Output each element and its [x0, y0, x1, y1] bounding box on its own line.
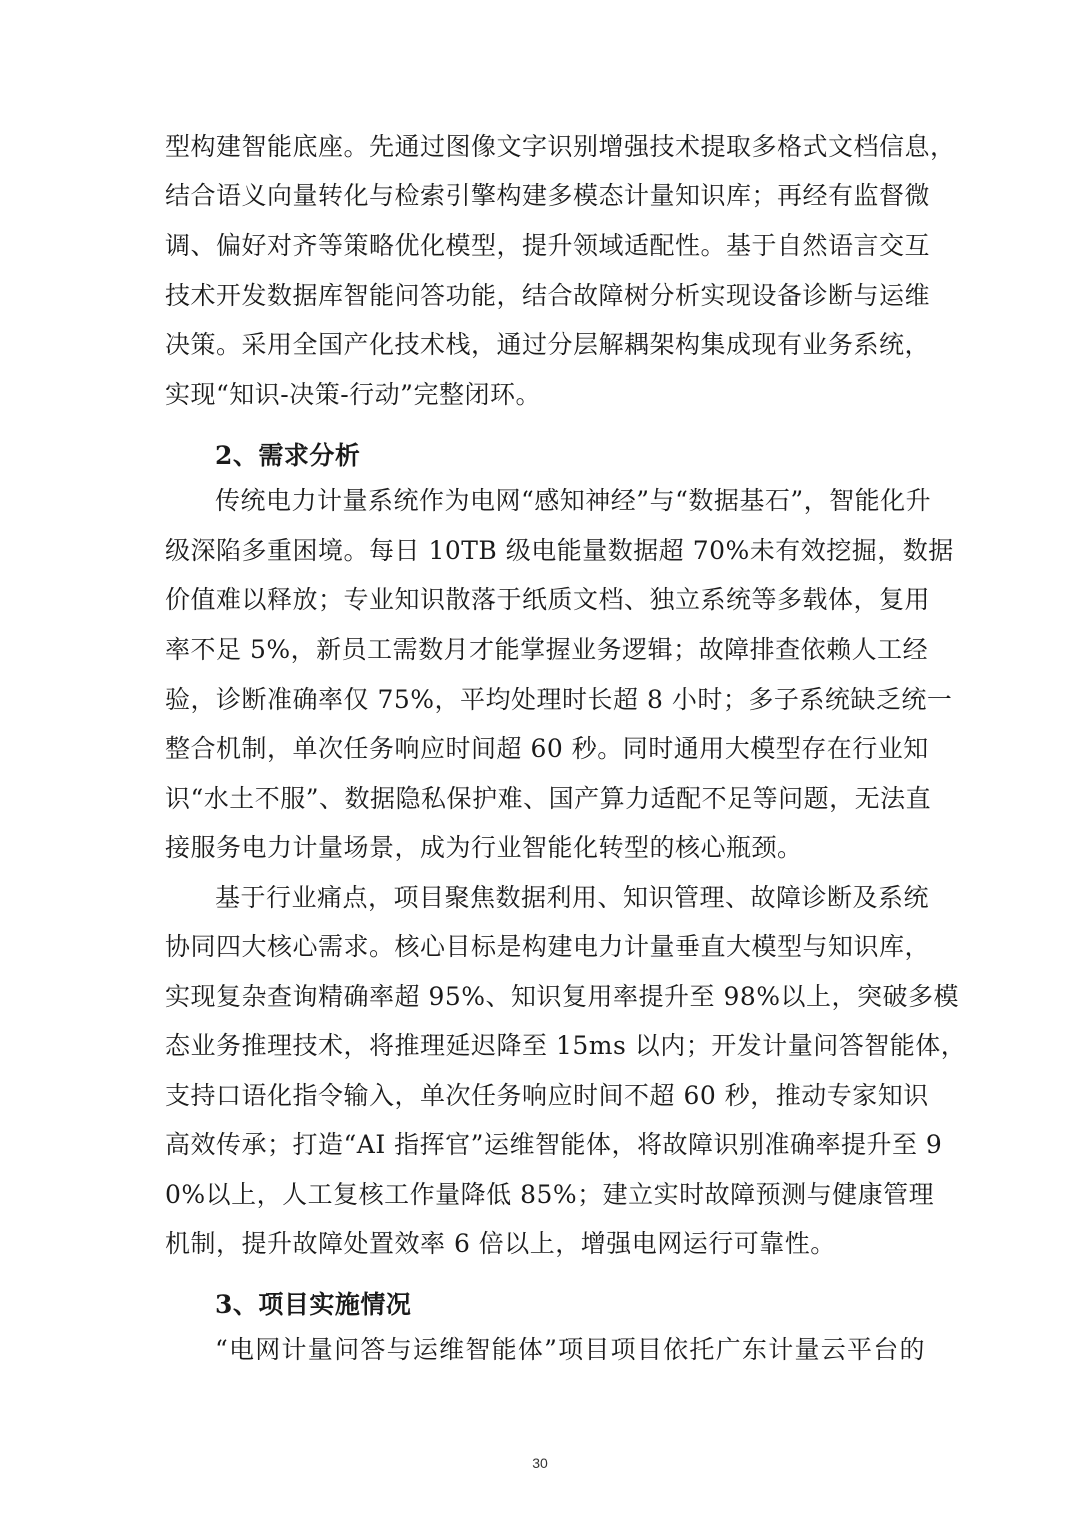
body-text-line: 传统电力计量系统作为电网“感知神经”与“数据基石”，智能化升 — [215, 486, 932, 515]
body-text-line: 型构建智能底座。先通过图像文字识别增强技术提取多格式文档信息， — [165, 132, 956, 161]
body-text-line: 价值难以释放；专业知识散落于纸质文档、独立系统等多载体，复用 — [165, 585, 931, 614]
body-text-line: 率不足 5%，新员工需数月才能掌握业务逻辑；故障排查依赖人工经 — [165, 635, 929, 664]
body-text-line: 验，诊断准确率仅 75%，平均处理时长超 8 小时；多子系统缺乏统一 — [165, 685, 953, 714]
body-text-line: “电网计量问答与运维智能体”项目项目依托广东计量云平台的 — [215, 1335, 925, 1364]
body-text-line: 协同四大核心需求。核心目标是构建电力计量垂直大模型与知识库， — [165, 932, 931, 961]
page-number: 30 — [532, 1455, 548, 1471]
body-text-line: 支持口语化指令输入，单次任务响应时间不超 60 秒，推动专家知识 — [165, 1081, 929, 1110]
body-text-line: 决策。采用全国产化技术栈，通过分层解耦架构集成现有业务系统， — [165, 330, 931, 359]
body-text-line: 级深陷多重困境。每日 10TB 级电能量数据超 70%未有效挖掘，数据 — [165, 536, 954, 565]
body-text-line: 结合语义向量转化与检索引擎构建多模态计量知识库；再经有监督微 — [165, 181, 931, 210]
section-heading: 2、需求分析 — [215, 441, 361, 470]
section-heading: 3、项目实施情况 — [215, 1290, 412, 1319]
body-text-line: 实现复杂查询精确率超 95%、知识复用率提升至 98%以上，突破多模 — [165, 982, 960, 1011]
body-text-line: 调、偏好对齐等策略优化模型，提升领域适配性。基于自然语言交互 — [165, 231, 931, 260]
body-text-line: 技术开发数据库智能问答功能，结合故障树分析实现设备诊断与运维 — [165, 281, 931, 310]
body-text-line: 态业务推理技术，将推理延迟降至 15ms 以内；开发计量问答智能体， — [165, 1031, 967, 1060]
body-text-line: 识“水土不服”、数据隐私保护难、国产算力适配不足等问题，无法直 — [165, 784, 932, 813]
body-text-line: 基于行业痛点，项目聚焦数据利用、知识管理、故障诊断及系统 — [215, 883, 930, 912]
body-text-line: 实现“知识-决策-行动”完整闭环。 — [165, 380, 541, 409]
body-text-line: 机制，提升故障处置效率 6 倍以上，增强电网运行可靠性。 — [165, 1229, 836, 1258]
body-text-line: 0%以上，人工复核工作量降低 85%；建立实时故障预测与健康管理 — [165, 1180, 935, 1209]
body-text-line: 接服务电力计量场景，成为行业智能化转型的核心瓶颈。 — [165, 833, 803, 862]
body-text-line: 高效传承；打造“AI 指挥官”运维智能体，将故障识别准确率提升至 9 — [165, 1130, 943, 1159]
body-text-line: 整合机制，单次任务响应时间超 60 秒。同时通用大模型存在行业知 — [165, 734, 929, 763]
